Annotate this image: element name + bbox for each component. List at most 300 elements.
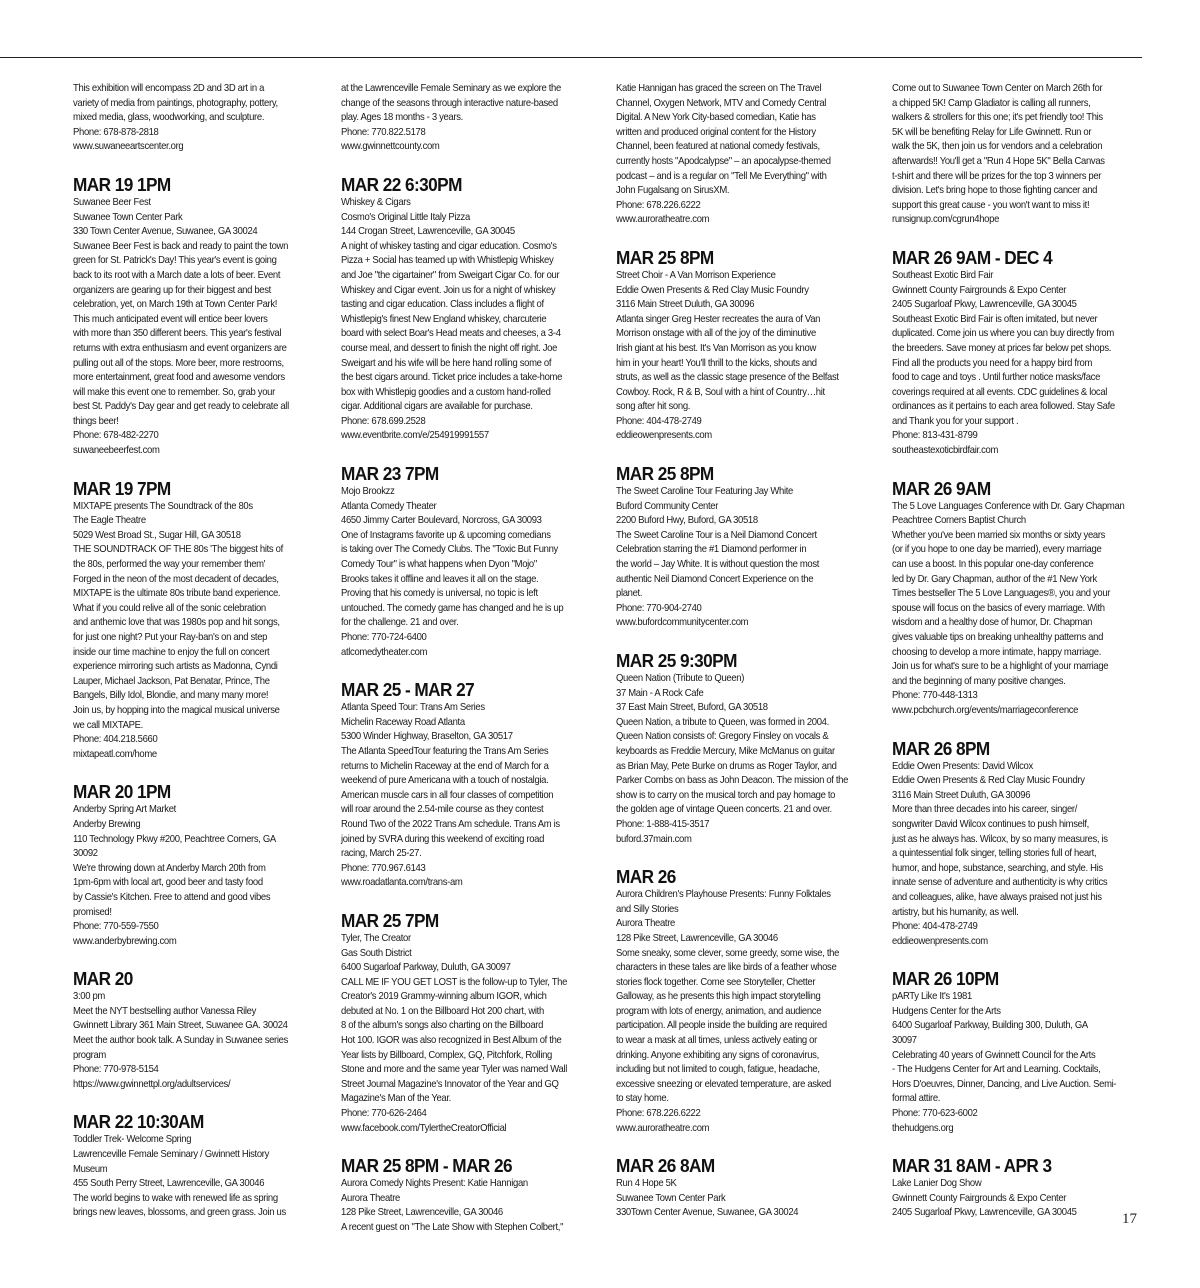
event-date: MAR 26 8AM bbox=[616, 1155, 715, 1177]
event-text-line: Pizza + Social has teamed up with Whistlepig Whiskey bbox=[341, 255, 554, 267]
event-text-line: Times bestseller The 5 Love Languages®, you and your bbox=[892, 588, 1111, 600]
text-line: Katie Hannigan has graced the screen on The Travel bbox=[616, 83, 822, 94]
event-text-line: joined by SVRA during this weekend of exciting road bbox=[341, 833, 545, 845]
event-text-line: This much anticipated event will entice beer lovers bbox=[73, 313, 268, 325]
event-text-line: www.auroratheatre.com bbox=[616, 1122, 710, 1134]
text-line: Come out to Suwanee Town Center on March 26th for bbox=[892, 83, 1103, 94]
event-text-line: One of Instagrams favorite up & upcoming comedians bbox=[341, 529, 551, 541]
event-date: MAR 19 1PM bbox=[73, 173, 171, 195]
event-text-line: Phone: 404.218.5660 bbox=[73, 734, 158, 746]
event-text-line: www.eventbrite.com/e/254919991557 bbox=[341, 430, 489, 442]
event-text-line: characters in these tales are like birds of a feather whose bbox=[616, 962, 837, 974]
event-text-line: the world – Jay White. It is without question the most bbox=[616, 559, 820, 571]
event-date: MAR 20 1PM bbox=[73, 781, 171, 803]
text-line: Phone: 770.822.5178 bbox=[341, 126, 426, 138]
event-text-line: 5300 Winder Highway, Braselton, GA 30517 bbox=[341, 731, 513, 743]
event-text-line: Museum bbox=[73, 1163, 108, 1175]
event-text-line: debuted at No. 1 on the Billboard Hot 200 chart, with bbox=[341, 1005, 544, 1017]
event-text-line: Irish giant at his best. It's Van Morrison as you know bbox=[616, 342, 816, 354]
text-line: change of the seasons through interactive nature-based bbox=[341, 97, 558, 109]
event-text-line: The world begins to wake with renewed life as spring bbox=[73, 1192, 278, 1204]
event-text-line: Find all the products you need for a happy bird from bbox=[892, 357, 1093, 369]
event-text-line: stories flock together. Come see Storyteller, Chetter bbox=[616, 976, 816, 988]
event-text-line: 3116 Main Street Duluth, GA 30096 bbox=[892, 789, 1031, 801]
event-text-line: to wear a mask at all times, unless actively eating or bbox=[616, 1035, 817, 1047]
event-text-line: back to its root with a March date a lots of beer. Event bbox=[73, 269, 281, 281]
event-text-line: struts, as well as the classic stage presence of the Belfast bbox=[616, 372, 839, 384]
event-text-line: www.bufordcommunitycenter.com bbox=[616, 617, 749, 629]
event-text-line: Proving that his comedy is universal, no topic is left bbox=[341, 588, 538, 600]
event-text-line: Comedy Tour" is what happens when Dyon "Mojo" bbox=[341, 559, 537, 571]
event-text-line: CALL ME IF YOU GET LOST is the follow-up to Tyler, The bbox=[341, 976, 568, 988]
header-rule bbox=[0, 57, 1142, 58]
event-text-line: 2405 Sugarloaf Pkwy, Lawrenceville, GA 30045 bbox=[892, 1207, 1077, 1219]
event-text-line: artistry, but his humanity, as well. bbox=[892, 906, 1019, 918]
event-date: MAR 22 10:30AM bbox=[73, 1111, 204, 1133]
event-text-line: 5029 West Broad St., Sugar Hill, GA 30518 bbox=[73, 529, 241, 541]
event-listing bbox=[616, 866, 873, 1136]
text-line: www.auroratheatre.com bbox=[616, 214, 710, 226]
event-text-line: Morrison onstage with all of the joy of the diminutive bbox=[616, 328, 816, 340]
event-listing bbox=[616, 650, 873, 847]
event-text-line: The 5 Love Languages Conference with Dr. Gary Chapman bbox=[892, 500, 1125, 512]
event-text-line: led by Dr. Gary Chapman, author of the #1 New York bbox=[892, 573, 1097, 585]
event-text-line: 37 East Main Street, Buford, GA 30518 bbox=[616, 702, 768, 714]
event-text-line: and anthemic love that was 1980s pop and hit songs, bbox=[73, 617, 280, 629]
event-text-line: Whistlepig's finest New England whiskey, charcuterie bbox=[341, 313, 547, 325]
event-text-line: program with lots of energy, animation, and audience bbox=[616, 1005, 822, 1017]
event-text-line: formal attire. bbox=[892, 1093, 941, 1105]
event-text-line: Michelin Raceway Road Atlanta bbox=[341, 716, 465, 728]
event-text-line: Phone: 678-482-2270 bbox=[73, 430, 159, 442]
event-text-line: 2405 Sugarloaf Pkwy, Lawrenceville, GA 30045 bbox=[892, 299, 1077, 311]
event-text-line: and Thank you for your support . bbox=[892, 415, 1019, 427]
event-text-line: 8 of the album's songs also charting on the Billboard bbox=[341, 1020, 544, 1032]
event-date: MAR 22 6:30PM bbox=[341, 173, 462, 195]
event-text-line: MIXTAPE is the ultimate 80s tribute band experience. bbox=[73, 588, 281, 600]
event-text-line: returns with extra enthusiasm and event organizers are bbox=[73, 342, 287, 354]
event-date: MAR 26 9AM - DEC 4 bbox=[892, 246, 1053, 268]
event-text-line: planet. bbox=[616, 588, 643, 600]
text-line: John Fugalsang on SirusXM. bbox=[616, 185, 730, 197]
event-text-line: Atlanta singer Greg Hester recreates the aura of Van bbox=[616, 313, 821, 325]
event-text-line: Eddie Owen Presents & Red Clay Music Foundry bbox=[892, 775, 1085, 787]
event-text-line: Phone: 678.699.2528 bbox=[341, 415, 426, 427]
event-text-line: 128 Pike Street, Lawrenceville, GA 30046 bbox=[616, 932, 778, 944]
event-text-line: Tyler, The Creator bbox=[341, 932, 411, 944]
event-listing bbox=[73, 174, 330, 459]
continued-text bbox=[341, 82, 598, 155]
event-text-line: choosing to develop a more intimate, happy marriage. bbox=[892, 646, 1102, 658]
event-text-line: Parker Combs on bass as John Deacon. The mission of the bbox=[616, 775, 849, 787]
event-text-line: course meal, and dessert to finish the night off right. Joe bbox=[341, 342, 558, 354]
event-text-line: authentic Neil Diamond Concert Experience on the bbox=[616, 573, 814, 585]
event-text-line: green for St. Patrick's Day! This year's event is going bbox=[73, 255, 277, 267]
event-text-line: The Sweet Caroline Tour is a Neil Diamond Concert bbox=[616, 529, 817, 541]
event-text-line: things beer! bbox=[73, 415, 119, 427]
event-text-line: Mojo Brookzz bbox=[341, 486, 395, 498]
event-text-line: Phone: 404-478-2749 bbox=[616, 415, 702, 427]
event-text-line: cigar. Additional cigars are available for purchase. bbox=[341, 401, 533, 413]
column-3 bbox=[616, 82, 873, 1221]
event-listing bbox=[616, 247, 873, 444]
event-text-line: racing, March 25-27. bbox=[341, 848, 422, 860]
event-date: MAR 25 - MAR 27 bbox=[341, 679, 475, 701]
event-text-line: Sweigart and his wife will be here hand rolling some of bbox=[341, 357, 552, 369]
event-text-line: eddieowenpresents.com bbox=[616, 430, 712, 442]
event-listing bbox=[892, 1155, 1149, 1221]
event-text-line: 6400 Sugarloaf Parkway, Building 300, Duluth, GA bbox=[892, 1020, 1088, 1032]
event-text-line: A night of whiskey tasting and cigar education. Cosmo's bbox=[341, 240, 557, 252]
event-text-line: and Silly Stories bbox=[616, 903, 679, 915]
event-text-line: and the beginning of many positive changes. bbox=[892, 675, 1066, 687]
event-text-line: Whiskey and Cigar event. Join us for a night of whiskey bbox=[341, 284, 556, 296]
event-date: MAR 25 7PM bbox=[341, 909, 439, 931]
text-line: Channel, Oxygen Network, MTV and Comedy Central bbox=[616, 97, 827, 109]
event-listing bbox=[341, 679, 598, 891]
event-text-line: duplicated. Come join us where you can buy directly from bbox=[892, 328, 1114, 340]
event-text-line: thehudgens.org bbox=[892, 1122, 954, 1134]
event-listing bbox=[341, 174, 598, 444]
event-text-line: Eddie Owen Presents: David Wilcox bbox=[892, 760, 1033, 772]
text-line: Digital. A New York City-based comedian, Katie has bbox=[616, 112, 816, 124]
event-text-line: MIXTAPE presents The Soundtrack of the 80s bbox=[73, 500, 253, 512]
event-text-line: a quintessential folk singer, telling stories full of heart, bbox=[892, 848, 1097, 860]
event-text-line: coverings required at all events. CDC guidelines & local bbox=[892, 386, 1108, 398]
event-text-line: American muscle cars in all four classes of competition bbox=[341, 789, 554, 801]
event-text-line: Phone: 678.226.6222 bbox=[616, 1108, 701, 1120]
event-text-line: Run 4 Hope 5K bbox=[616, 1178, 677, 1190]
event-text-line: Whiskey & Cigars bbox=[341, 196, 411, 208]
text-line: support this great cause - you won't want to miss it! bbox=[892, 199, 1090, 211]
event-text-line: Queen Nation consists of: Gregory Finsley on vocals & bbox=[616, 731, 829, 743]
event-text-line: Brooks takes it offline and leaves it all on the stage. bbox=[341, 573, 539, 585]
event-text-line: ordinances as it pertains to each area followed. Stay Safe bbox=[892, 401, 1115, 413]
event-text-line: www.facebook.com/TylertheCreatorOfficial bbox=[341, 1122, 507, 1134]
event-listing bbox=[73, 1111, 330, 1221]
event-text-line: organizers are gearing up for their biggest and best bbox=[73, 284, 271, 296]
event-text-line: pARTy Like It's 1981 bbox=[892, 991, 972, 1003]
text-line: Phone: 678.226.6222 bbox=[616, 199, 701, 211]
event-text-line: Lawrenceville Female Seminary / Gwinnett History bbox=[73, 1149, 270, 1161]
event-text-line: and Joe "the cigartainer" from Sweigart Cigar Co. for our bbox=[341, 269, 560, 281]
event-text-line: Whether you've been married six months or sixty years bbox=[892, 529, 1106, 541]
event-text-line: (or if you hope to one day be married), every marriage bbox=[892, 544, 1102, 556]
event-text-line: Aurora Comedy Nights Present: Katie Hannigan bbox=[341, 1178, 528, 1190]
text-line: This exhibition will encompass 2D and 3D art in a bbox=[73, 83, 265, 94]
event-text-line: Queen Nation (Tribute to Queen) bbox=[616, 673, 745, 684]
event-date: MAR 25 8PM bbox=[616, 463, 714, 485]
event-listing bbox=[616, 463, 873, 631]
event-text-line: box with Whistlepig goodies and a custom hand-rolled bbox=[341, 386, 551, 398]
event-text-line: www.pcbchurch.org/events/marriageconference bbox=[892, 704, 1079, 716]
event-text-line: Stone and more and the same year Tyler was named Wall bbox=[341, 1064, 568, 1076]
event-text-line: Phone: 770-724-6400 bbox=[341, 632, 427, 643]
event-text-line: atlcomedytheater.com bbox=[341, 646, 428, 658]
event-text-line: suwaneebeerfest.com bbox=[73, 445, 160, 457]
event-text-line: Forged in the neon of the most decadent of decades, bbox=[73, 573, 279, 585]
event-text-line: Street Choir - A Van Morrison Experience bbox=[616, 269, 776, 281]
event-text-line: Buford Community Center bbox=[616, 500, 719, 512]
event-text-line: the 80s, performed the way your remember them' bbox=[73, 559, 266, 571]
event-text-line: Celebration starring the #1 Diamond performer in bbox=[616, 544, 807, 556]
event-text-line: innate sense of adventure and authenticity is why critics bbox=[892, 877, 1108, 889]
event-text-line: Phone: 770-623-6002 bbox=[892, 1108, 978, 1120]
event-text-line: keyboards as Freddie Mercury, Mike McManus on guitar bbox=[616, 745, 835, 757]
event-text-line: wisdom and a healthy dose of humor, Dr. Chapman bbox=[892, 617, 1093, 629]
text-line: afterwards!! You'll get a "Run 4 Hope 5K" Bella Canvas bbox=[892, 155, 1105, 167]
event-date: MAR 26 8PM bbox=[892, 737, 990, 759]
event-text-line: him in your heart! You'll thrill to the kicks, shouts and bbox=[616, 357, 817, 369]
event-text-line: The Sweet Caroline Tour Featuring Jay White bbox=[616, 486, 793, 498]
event-text-line: Meet the NYT bestselling author Vanessa Riley bbox=[73, 1005, 257, 1017]
text-line: podcast – and is a regular on "Tell Me Everything" with bbox=[616, 170, 827, 182]
event-text-line: brings new leaves, blossoms, and green grass. Join us bbox=[73, 1207, 286, 1219]
text-line: mixed media, glass, woodworking, and sculpture. bbox=[73, 112, 265, 124]
event-text-line: Suwanee Town Center Park bbox=[73, 211, 183, 223]
event-listing bbox=[73, 968, 330, 1092]
text-line: currently hosts "Apodcalypse" – an apocalypse-themed bbox=[616, 155, 831, 167]
event-text-line: we call MIXTAPE. bbox=[73, 719, 143, 731]
event-text-line: Hot 100. IGOR was also recognized in Best Album of the bbox=[341, 1035, 562, 1047]
event-text-line: We're throwing down at Anderby March 20th from bbox=[73, 862, 266, 874]
event-listing bbox=[616, 1155, 873, 1221]
event-text-line: promised! bbox=[73, 906, 112, 918]
event-text-line: Aurora Theatre bbox=[616, 918, 675, 930]
event-text-line: Atlanta Comedy Theater bbox=[341, 500, 437, 512]
text-line: at the Lawrenceville Female Seminary as we explore the bbox=[341, 83, 561, 94]
text-line: t-shirt and there will be prizes for the top 3 winners per bbox=[892, 170, 1102, 182]
text-line: walk the 5K, then join us for vendors and a celebration bbox=[892, 141, 1103, 153]
event-text-line: weekend of pure Americana with a touch of nostalgia. bbox=[341, 775, 549, 787]
event-text-line: Year lists by Billboard, Complex, GQ, Pitchfork, Rolling bbox=[341, 1049, 553, 1061]
event-text-line: and colleagues, alike, have always praised not just his bbox=[892, 891, 1102, 903]
event-text-line: song after hit song. bbox=[616, 401, 691, 413]
event-text-line: 2200 Buford Hwy, Buford, GA 30518 bbox=[616, 515, 758, 527]
event-text-line: Phone: 770-978-5154 bbox=[73, 1064, 159, 1076]
event-text-line: for just one night? Put your Ray-ban's on and step bbox=[73, 632, 268, 643]
event-text-line: pulling out all of the stops. More beer, more restrooms, bbox=[73, 357, 284, 369]
event-text-line: Phone: 770-448-1313 bbox=[892, 690, 978, 702]
event-text-line: Phone: 770.967.6143 bbox=[341, 862, 426, 874]
event-text-line: What if you could relive all of the sonic celebration bbox=[73, 602, 266, 614]
event-text-line: 30092 bbox=[73, 848, 98, 860]
event-text-line: More than three decades into his career, singer/ bbox=[892, 804, 1078, 816]
event-text-line: songwriter David Wilcox continues to push himself, bbox=[892, 818, 1090, 830]
event-text-line: Meet the author book talk. A Sunday in Suwanee series bbox=[73, 1035, 289, 1047]
event-listing bbox=[892, 968, 1149, 1136]
event-text-line: Magazine's Man of the Year. bbox=[341, 1093, 451, 1105]
text-line: Phone: 678-878-2818 bbox=[73, 126, 159, 138]
event-text-line: Gwinnett County Fairgrounds & Expo Center bbox=[892, 284, 1067, 296]
text-line: runsignup.com/cgrun4hope bbox=[892, 214, 1000, 226]
event-listing bbox=[341, 910, 598, 1136]
event-date: MAR 23 7PM bbox=[341, 463, 439, 485]
event-text-line: Galloway, as he presents this high impact storytelling bbox=[616, 991, 821, 1003]
event-text-line: Hudgens Center for the Arts bbox=[892, 1005, 1001, 1017]
event-text-line: Phone: 813-431-8799 bbox=[892, 430, 978, 442]
event-text-line: Eddie Owen Presents & Red Clay Music Foundry bbox=[616, 284, 809, 296]
event-text-line: Join us for what's sure to be a highlight of your marriage bbox=[892, 661, 1109, 673]
event-text-line: Lake Lanier Dog Show bbox=[892, 1178, 982, 1190]
continued-text bbox=[73, 82, 330, 155]
event-text-line: Southeast Exotic Bird Fair is often imitated, but never bbox=[892, 313, 1098, 325]
event-text-line: Creator's 2019 Grammy-winning album IGOR, which bbox=[341, 991, 547, 1003]
text-line: division. Let's bring hope to those fighting cancer and bbox=[892, 185, 1098, 197]
event-listing bbox=[73, 781, 330, 949]
event-text-line: 110 Technology Pkwy #200, Peachtree Corners, GA bbox=[73, 833, 276, 845]
event-text-line: including but not limited to cough, fatigue, headache, bbox=[616, 1064, 820, 1076]
text-line: a chipped 5K! Camp Gladiator is calling all runners, bbox=[892, 97, 1091, 109]
event-text-line: Gas South District bbox=[341, 947, 412, 959]
text-line: variety of media from paintings, photography, pottery, bbox=[73, 97, 278, 109]
event-text-line: Queen Nation, a tribute to Queen, was formed in 2004. bbox=[616, 716, 829, 728]
event-text-line: Anderby Spring Art Market bbox=[73, 804, 176, 816]
event-text-line: to stay home. bbox=[616, 1093, 669, 1105]
event-text-line: can use a boost. In this popular one-day conference bbox=[892, 559, 1094, 571]
event-text-line: is taking over The Comedy Clubs. The "Toxic But Funny bbox=[341, 544, 558, 556]
event-text-line: buford.37main.com bbox=[616, 833, 692, 845]
event-text-line: celebration, yet, on March 19th at Town Center Park! bbox=[73, 299, 278, 311]
event-text-line: A recent guest on "The Late Show with Stephen Colbert," bbox=[341, 1222, 564, 1233]
event-text-line: Anderby Brewing bbox=[73, 818, 141, 830]
event-text-line: by Cassie's Kitchen. Free to attend and good vibes bbox=[73, 891, 271, 903]
text-line: 5K will be benefiting Relay for Life Gwinnett. Run or bbox=[892, 126, 1092, 138]
text-line: www.suwaneeartscenter.org bbox=[73, 141, 184, 153]
event-text-line: Phone: 770-904-2740 bbox=[616, 602, 702, 614]
event-text-line: board with select Boar's Head meats and cheeses, a 3-4 bbox=[341, 328, 561, 340]
continued-text bbox=[616, 82, 873, 228]
event-text-line: for the challenge. 21 and over. bbox=[341, 617, 459, 629]
event-text-line: Cosmo's Original Little Italy Pizza bbox=[341, 211, 470, 223]
event-text-line: Join us, by hopping into the magical musical universe bbox=[73, 704, 280, 716]
event-listing bbox=[73, 478, 330, 763]
text-line: play. Ages 18 months - 3 years. bbox=[341, 112, 463, 124]
event-text-line: as Brian May, Pete Burke on drums as Roger Taylor, and bbox=[616, 760, 837, 772]
event-text-line: Lauper, Michael Jackson, Pat Benatar, Prince, The bbox=[73, 675, 270, 687]
event-text-line: THE SOUNDTRACK OF THE 80s 'The biggest hits of bbox=[73, 544, 283, 556]
event-text-line: the breeders. Save money at prices far below pet shops. bbox=[892, 342, 1112, 354]
text-line: written and produced original content for the History bbox=[616, 126, 816, 138]
event-listing bbox=[892, 738, 1149, 950]
event-text-line: Phone: 770-559-7550 bbox=[73, 921, 159, 933]
event-date: MAR 26 9AM bbox=[892, 477, 991, 499]
event-text-line: Street Journal Magazine's Innovator of the Year and GQ bbox=[341, 1078, 559, 1090]
event-listing bbox=[892, 247, 1149, 459]
event-text-line: humor, and hope, substance, searching, and style. His bbox=[892, 862, 1103, 874]
event-text-line: 330Town Center Avenue, Suwanee, GA 30024 bbox=[616, 1207, 799, 1219]
event-date: MAR 25 8PM bbox=[616, 246, 714, 268]
event-text-line: Suwanee Beer Fest bbox=[73, 196, 151, 208]
event-date: MAR 31 8AM - APR 3 bbox=[892, 1155, 1052, 1177]
event-text-line: 3:00 pm bbox=[73, 991, 105, 1003]
event-text-line: 330 Town Center Avenue, Suwanee, GA 30024 bbox=[73, 226, 258, 238]
event-text-line: - The Hudgens Center for Art and Learning. Cocktails, bbox=[892, 1064, 1101, 1076]
event-text-line: inside our time machine to enjoy the full on concert bbox=[73, 646, 270, 658]
event-text-line: mixtapeatl.com/home bbox=[73, 748, 157, 760]
event-text-line: Some sneaky, some clever, some greedy, some wise, the bbox=[616, 947, 840, 959]
column-1 bbox=[73, 82, 330, 1221]
event-text-line: Round Two of the 2022 Trans Am schedule. Trans Am is bbox=[341, 818, 560, 830]
event-listing bbox=[892, 478, 1149, 719]
event-text-line: Toddler Trek- Welcome Spring bbox=[73, 1134, 192, 1146]
event-date: MAR 20 bbox=[73, 968, 133, 990]
event-text-line: Phone: 1-888-415-3517 bbox=[616, 818, 710, 830]
event-text-line: eddieowenpresents.com bbox=[892, 935, 988, 947]
event-text-line: excessive sneezing or elevated temperature, are asked bbox=[616, 1078, 832, 1090]
event-text-line: program bbox=[73, 1049, 107, 1061]
event-text-line: tasting and cigar education. Class includes a flight of bbox=[341, 299, 544, 311]
event-text-line: drinking. Anyone exhibiting any signs of coronavirus, bbox=[616, 1049, 819, 1061]
column-4 bbox=[892, 82, 1149, 1221]
event-text-line: with more than 350 different beers. This year's festival bbox=[73, 328, 282, 340]
text-line: Channel, been featured at national comedy festivals, bbox=[616, 141, 820, 153]
event-text-line: Phone: 404-478-2749 bbox=[892, 921, 978, 933]
event-text-line: 3116 Main Street Duluth, GA 30096 bbox=[616, 299, 755, 311]
page-number: 17 bbox=[1122, 1211, 1137, 1227]
event-text-line: Hors D'oeuvres, Dinner, Dancing, and Live Auction. Semi- bbox=[892, 1078, 1117, 1090]
event-listing bbox=[341, 1155, 598, 1235]
event-text-line: Cowboy. Rock, R & B, Soul with a hint of Country…hit bbox=[616, 386, 825, 398]
event-listing bbox=[341, 463, 598, 660]
event-text-line: food to cage and toys . Until further notice masks/face bbox=[892, 372, 1101, 384]
event-text-line: 6400 Sugarloaf Parkway, Duluth, GA 30097 bbox=[341, 962, 511, 974]
event-text-line: spouse will focus on the basics of every marriage. With bbox=[892, 602, 1105, 614]
event-text-line: The Atlanta SpeedTour featuring the Trans Am Series bbox=[341, 745, 549, 757]
event-text-line: 30097 bbox=[892, 1035, 917, 1047]
event-text-line: 128 Pike Street, Lawrenceville, GA 30046 bbox=[341, 1207, 503, 1219]
event-text-line: Atlanta Speed Tour: Trans Am Series bbox=[341, 702, 485, 714]
event-text-line: Bangels, Billy Idol, Blondie, and many many more! bbox=[73, 690, 269, 702]
column-2 bbox=[341, 82, 598, 1236]
event-text-line: participation. All people inside the building are required bbox=[616, 1020, 827, 1032]
event-text-line: experience mirroring such artists as Madonna, Cyndi bbox=[73, 661, 278, 673]
event-date: MAR 26 10PM bbox=[892, 968, 999, 990]
event-text-line: 4650 Jimmy Carter Boulevard, Norcross, GA 30093 bbox=[341, 515, 542, 527]
event-text-line: gives valuable tips on breaking unhealthy patterns and bbox=[892, 632, 1104, 643]
event-text-line: Gwinnett Library 361 Main Street, Suwanee GA. 30024 bbox=[73, 1020, 288, 1032]
event-text-line: Suwanee Town Center Park bbox=[616, 1192, 726, 1204]
event-text-line: Gwinnett County Fairgrounds & Expo Center bbox=[892, 1192, 1067, 1204]
event-text-line: returns to Michelin Raceway at the end of March for a bbox=[341, 760, 549, 772]
event-text-line: The Eagle Theatre bbox=[73, 515, 146, 527]
event-date: MAR 25 9:30PM bbox=[616, 650, 737, 671]
event-text-line: www.anderbybrewing.com bbox=[73, 935, 177, 947]
event-text-line: Celebrating 40 years of Gwinnett Council for the Arts bbox=[892, 1049, 1096, 1061]
event-text-line: www.roadatlanta.com/trans-am bbox=[341, 877, 463, 889]
text-line: walkers & strollers for this one; it's pet friendly too! This bbox=[892, 112, 1103, 124]
event-text-line: 144 Crogan Street, Lawrenceville, GA 30045 bbox=[341, 226, 515, 238]
event-text-line: more entertainment, great food and awesome vendors bbox=[73, 372, 285, 384]
event-text-line: 455 South Perry Street, Lawrenceville, GA 30046 bbox=[73, 1178, 265, 1190]
event-text-line: southeastexoticbirdfair.com bbox=[892, 445, 999, 457]
event-text-line: best St. Paddy's Day gear and get ready to celebrate all bbox=[73, 401, 289, 413]
event-text-line: show is to carry on the musical torch and pay homage to bbox=[616, 789, 836, 801]
continued-text bbox=[892, 82, 1149, 228]
event-text-line: https://www.gwinnettpl.org/adultservices/ bbox=[73, 1078, 231, 1090]
event-text-line: Suwanee Beer Fest is back and ready to paint the town bbox=[73, 240, 289, 252]
event-text-line: Phone: 770-626-2464 bbox=[341, 1108, 427, 1120]
event-date: MAR 19 7PM bbox=[73, 477, 171, 499]
event-text-line: will roar around the 2.54-mile course as they contest bbox=[341, 804, 544, 816]
text-line: www.gwinnettcounty.com bbox=[341, 141, 440, 153]
event-text-line: the golden age of vintage Queen concerts. 21 and over. bbox=[616, 804, 832, 816]
event-text-line: 37 Main - A Rock Cafe bbox=[616, 687, 704, 699]
event-text-line: Aurora Theatre bbox=[341, 1192, 400, 1204]
event-text-line: just as he always has. Wilcox, by so many measures, is bbox=[892, 833, 1108, 845]
event-text-line: will make this event one to remember. So, grab your bbox=[73, 386, 275, 398]
event-text-line: Southeast Exotic Bird Fair bbox=[892, 269, 994, 281]
